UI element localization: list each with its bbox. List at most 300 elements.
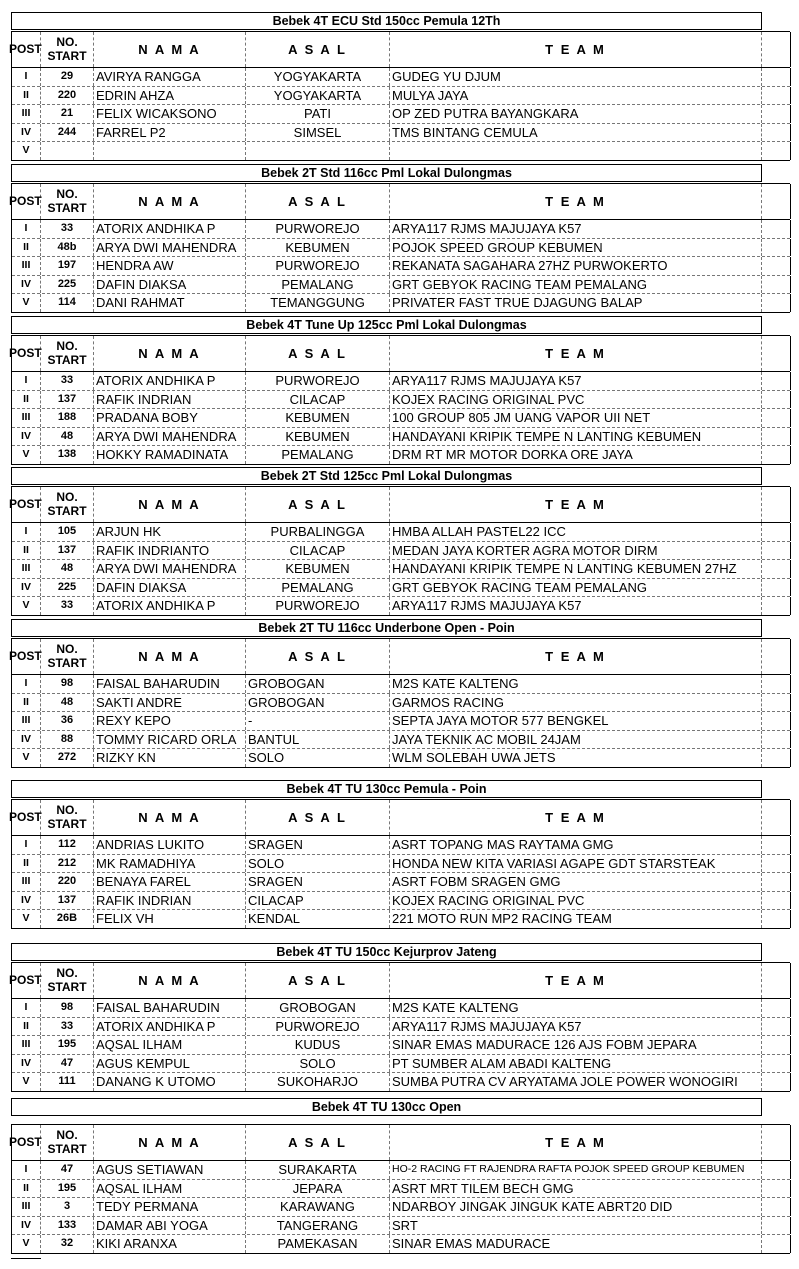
empty-cell xyxy=(762,1235,791,1253)
team-cell: SEPTA JAYA MOTOR 577 BENGKEL xyxy=(390,712,762,730)
results-table xyxy=(11,1124,790,1254)
position-cell: I xyxy=(12,675,41,693)
start-number-cell: 32 xyxy=(41,1235,94,1253)
col-header-asal: A S A L xyxy=(246,32,390,67)
start-number-cell: 220 xyxy=(41,87,94,105)
position-cell: I xyxy=(12,372,41,390)
empty-cell xyxy=(762,910,791,928)
team-cell: HANDAYANI KRIPIK TEMPE N LANTING KEBUMEN 27HZ xyxy=(390,560,762,578)
rider-name-cell: DANANG K UTOMO xyxy=(94,1073,246,1091)
origin-cell: SOLO xyxy=(246,1055,390,1073)
results-table xyxy=(11,486,790,616)
empty-cell xyxy=(762,428,791,446)
position-cell: IV xyxy=(12,1055,41,1073)
col-header-no-start: NO. START xyxy=(41,32,94,67)
start-number-cell: 36 xyxy=(41,712,94,730)
origin-cell: SURAKARTA xyxy=(246,1161,390,1179)
empty-cell xyxy=(762,1198,791,1216)
team-cell xyxy=(390,142,762,160)
position-cell: IV xyxy=(12,428,41,446)
rider-name-cell: DAFIN DIAKSA xyxy=(94,276,246,294)
start-number-cell: 21 xyxy=(41,105,94,123)
table-header-row xyxy=(9,639,790,675)
empty-column xyxy=(762,184,791,219)
empty-cell xyxy=(762,1073,791,1091)
position-cell: V xyxy=(12,446,41,464)
table-row xyxy=(12,294,790,313)
empty-cell xyxy=(762,1217,791,1235)
origin-cell: KEBUMEN xyxy=(246,409,390,427)
empty-cell xyxy=(762,372,791,390)
team-cell: GUDEG YU DJUM xyxy=(390,68,762,86)
position-cell: II xyxy=(12,391,41,409)
col-header-team: T E A M xyxy=(390,336,762,371)
position-cell: V xyxy=(12,910,41,928)
table-row xyxy=(12,892,790,911)
rider-name-cell: ARJUN HK xyxy=(94,523,246,541)
table-row xyxy=(12,675,790,694)
empty-cell xyxy=(762,68,791,86)
empty-column xyxy=(762,639,791,674)
origin-cell: PURWOREJO xyxy=(246,1018,390,1036)
origin-cell: KARAWANG xyxy=(246,1198,390,1216)
empty-column xyxy=(762,800,791,835)
rider-name-cell: TOMMY RICARD ORLA xyxy=(94,731,246,749)
col-header-team: T E A M xyxy=(390,32,762,67)
team-cell: M2S KATE KALTENG xyxy=(390,999,762,1017)
empty-column xyxy=(762,963,791,998)
rider-name-cell: AGUS SETIAWAN xyxy=(94,1161,246,1179)
start-number-cell: 137 xyxy=(41,892,94,910)
table-row xyxy=(12,142,790,161)
table-row xyxy=(12,239,790,258)
start-number-cell: 29 xyxy=(41,68,94,86)
start-number-cell: 48b xyxy=(41,239,94,257)
start-number-cell: 105 xyxy=(41,523,94,541)
empty-cell xyxy=(762,239,791,257)
col-header-pos: POST xyxy=(12,800,41,835)
start-number-cell: 3 xyxy=(41,1198,94,1216)
table-row xyxy=(12,409,790,428)
empty-cell xyxy=(762,999,791,1017)
origin-cell: PURWOREJO xyxy=(246,220,390,238)
origin-cell: CILACAP xyxy=(246,391,390,409)
position-cell: III xyxy=(12,409,41,427)
rider-name-cell: AQSAL ILHAM xyxy=(94,1036,246,1054)
empty-cell xyxy=(762,1018,791,1036)
team-cell: ASRT FOBM SRAGEN GMG xyxy=(390,873,762,891)
race-class-title: Bebek 2T Std 116cc Pml Lokal Dulongmas xyxy=(11,164,762,182)
origin-cell: SOLO xyxy=(246,855,390,873)
position-cell: I xyxy=(12,68,41,86)
empty-cell xyxy=(762,142,791,160)
col-header-pos: POST xyxy=(12,336,41,371)
team-cell: MULYA JAYA xyxy=(390,87,762,105)
team-cell: GRT GEBYOK RACING TEAM PEMALANG xyxy=(390,579,762,597)
col-header-pos: POST xyxy=(12,487,41,522)
empty-cell xyxy=(762,1036,791,1054)
empty-cell xyxy=(762,409,791,427)
table-row xyxy=(12,124,790,143)
table-row xyxy=(12,1198,790,1217)
empty-cell xyxy=(762,257,791,275)
empty-cell xyxy=(762,731,791,749)
start-number-cell: 47 xyxy=(41,1055,94,1073)
position-cell: V xyxy=(12,142,41,160)
col-header-nama: N A M A xyxy=(94,32,246,67)
position-cell: II xyxy=(12,542,41,560)
table-row xyxy=(12,1180,790,1199)
origin-cell: PAMEKASAN xyxy=(246,1235,390,1253)
rider-name-cell: ARYA DWI MAHENDRA xyxy=(94,239,246,257)
table-row xyxy=(12,836,790,855)
empty-cell xyxy=(762,523,791,541)
start-number-cell: 225 xyxy=(41,276,94,294)
empty-cell xyxy=(762,1055,791,1073)
position-cell: IV xyxy=(12,892,41,910)
col-header-asal: A S A L xyxy=(246,800,390,835)
rider-name-cell: FAISAL BAHARUDIN xyxy=(94,999,246,1017)
position-cell: III xyxy=(12,257,41,275)
rider-name-cell: ATORIX ANDHIKA P xyxy=(94,220,246,238)
team-cell: REKANATA SAGAHARA 27HZ PURWOKERTO xyxy=(390,257,762,275)
empty-cell xyxy=(762,712,791,730)
empty-cell xyxy=(762,597,791,615)
table-row xyxy=(12,276,790,295)
position-cell: V xyxy=(12,294,41,312)
rider-name-cell: PRADANA BOBY xyxy=(94,409,246,427)
rider-name-cell: DAMAR ABI YOGA xyxy=(94,1217,246,1235)
table-row xyxy=(12,391,790,410)
team-cell: PT SUMBER ALAM ABADI KALTENG xyxy=(390,1055,762,1073)
origin-cell: - xyxy=(246,712,390,730)
table-row xyxy=(12,579,790,598)
col-header-asal: A S A L xyxy=(246,184,390,219)
team-cell: ARYA117 RJMS MAJUJAYA K57 xyxy=(390,220,762,238)
rider-name-cell: ARYA DWI MAHENDRA xyxy=(94,560,246,578)
col-header-no-start: NO. START xyxy=(41,1125,94,1160)
origin-cell: TANGERANG xyxy=(246,1217,390,1235)
empty-cell xyxy=(762,1161,791,1179)
results-table xyxy=(11,799,790,929)
col-header-no-start: NO. START xyxy=(41,184,94,219)
position-cell: II xyxy=(12,87,41,105)
rider-name-cell: FELIX WICAKSONO xyxy=(94,105,246,123)
team-cell: ARYA117 RJMS MAJUJAYA K57 xyxy=(390,372,762,390)
start-number-cell: 112 xyxy=(41,836,94,854)
team-cell: 221 MOTO RUN MP2 RACING TEAM xyxy=(390,910,762,928)
race-class-title: Bebek 2T Std 125cc Pml Lokal Dulongmas xyxy=(11,467,762,485)
start-number-cell: 47 xyxy=(41,1161,94,1179)
results-table xyxy=(11,638,790,768)
footer-rule xyxy=(11,1258,41,1259)
results-table xyxy=(11,31,790,161)
origin-cell: SOLO xyxy=(246,749,390,767)
rider-name-cell: AVIRYA RANGGA xyxy=(94,68,246,86)
col-header-asal: A S A L xyxy=(246,1125,390,1160)
start-number-cell: 272 xyxy=(41,749,94,767)
col-header-nama: N A M A xyxy=(94,1125,246,1160)
position-cell: V xyxy=(12,1073,41,1091)
position-cell: III xyxy=(12,560,41,578)
table-header-row xyxy=(9,800,790,836)
start-number-cell: 212 xyxy=(41,855,94,873)
table-row xyxy=(12,999,790,1018)
rider-name-cell: ATORIX ANDHIKA P xyxy=(94,597,246,615)
team-cell: 100 GROUP 805 JM UANG VAPOR UII NET xyxy=(390,409,762,427)
empty-column xyxy=(762,32,791,67)
origin-cell: PEMALANG xyxy=(246,276,390,294)
position-cell: I xyxy=(12,523,41,541)
position-cell: III xyxy=(12,873,41,891)
rider-name-cell: HOKKY RAMADINATA xyxy=(94,446,246,464)
col-header-team: T E A M xyxy=(390,184,762,219)
rider-name-cell: RAFIK INDRIANTO xyxy=(94,542,246,560)
rider-name-cell: DANI RAHMAT xyxy=(94,294,246,312)
table-row xyxy=(12,1055,790,1074)
origin-cell: GROBOGAN xyxy=(246,675,390,693)
race-class-title: Bebek 4T Tune Up 125cc Pml Lokal Dulongmas xyxy=(11,316,762,334)
table-header-row xyxy=(9,1125,790,1161)
col-header-nama: N A M A xyxy=(94,639,246,674)
team-cell: ARYA117 RJMS MAJUJAYA K57 xyxy=(390,597,762,615)
position-cell: II xyxy=(12,855,41,873)
team-cell: SUMBA PUTRA CV ARYATAMA JOLE POWER WONOGIRI xyxy=(390,1073,762,1091)
position-cell: II xyxy=(12,1180,41,1198)
start-number-cell: 188 xyxy=(41,409,94,427)
origin-cell: PATI xyxy=(246,105,390,123)
team-cell: JAYA TEKNIK AC MOBIL 24JAM xyxy=(390,731,762,749)
team-cell: OP ZED PUTRA BAYANGKARA xyxy=(390,105,762,123)
table-header-row xyxy=(9,336,790,372)
start-number-cell: 225 xyxy=(41,579,94,597)
table-row xyxy=(12,87,790,106)
position-cell: V xyxy=(12,749,41,767)
origin-cell: TEMANGGUNG xyxy=(246,294,390,312)
origin-cell: PURWOREJO xyxy=(246,597,390,615)
table-row xyxy=(12,855,790,874)
start-number-cell: 33 xyxy=(41,220,94,238)
rider-name-cell: RIZKY KN xyxy=(94,749,246,767)
table-row xyxy=(12,1073,790,1092)
team-cell: PRIVATER FAST TRUE DJAGUNG BALAP xyxy=(390,294,762,312)
team-cell: POJOK SPEED GROUP KEBUMEN xyxy=(390,239,762,257)
table-row xyxy=(12,220,790,239)
team-cell: SRT xyxy=(390,1217,762,1235)
col-header-nama: N A M A xyxy=(94,336,246,371)
origin-cell: YOGYAKARTA xyxy=(246,87,390,105)
empty-cell xyxy=(762,892,791,910)
empty-cell xyxy=(762,105,791,123)
team-cell: HO-2 RACING FT RAJENDRA RAFTA POJOK SPEED GROUP KEBUMEN xyxy=(390,1161,762,1179)
table-row xyxy=(12,1217,790,1236)
col-header-nama: N A M A xyxy=(94,184,246,219)
empty-cell xyxy=(762,560,791,578)
race-class-title: Bebek 4T TU 150cc Kejurprov Jateng xyxy=(11,943,762,961)
race-class-title: Bebek 4T TU 130cc Open xyxy=(11,1098,762,1116)
empty-cell xyxy=(762,836,791,854)
team-cell: MEDAN JAYA KORTER AGRA MOTOR DIRM xyxy=(390,542,762,560)
race-class-title: Bebek 4T ECU Std 150cc Pemula 12Th xyxy=(11,12,762,30)
col-header-team: T E A M xyxy=(390,639,762,674)
team-cell: KOJEX RACING ORIGINAL PVC xyxy=(390,892,762,910)
empty-column xyxy=(762,487,791,522)
col-header-team: T E A M xyxy=(390,487,762,522)
col-header-team: T E A M xyxy=(390,1125,762,1160)
start-number-cell: 137 xyxy=(41,542,94,560)
table-row xyxy=(12,542,790,561)
position-cell: IV xyxy=(12,1217,41,1235)
start-number-cell: 98 xyxy=(41,675,94,693)
team-cell: HANDAYANI KRIPIK TEMPE N LANTING KEBUMEN xyxy=(390,428,762,446)
empty-column xyxy=(762,1125,791,1160)
origin-cell: SRAGEN xyxy=(246,873,390,891)
table-row xyxy=(12,731,790,750)
start-number-cell: 111 xyxy=(41,1073,94,1091)
table-row xyxy=(12,560,790,579)
team-cell: NDARBOY JINGAK JINGUK KATE ABRT20 DID xyxy=(390,1198,762,1216)
start-number-cell: 244 xyxy=(41,124,94,142)
team-cell: GARMOS RACING xyxy=(390,694,762,712)
rider-name-cell: FARREL P2 xyxy=(94,124,246,142)
rider-name-cell: DAFIN DIAKSA xyxy=(94,579,246,597)
origin-cell: CILACAP xyxy=(246,892,390,910)
origin-cell: KEBUMEN xyxy=(246,428,390,446)
empty-cell xyxy=(762,391,791,409)
team-cell: HONDA NEW KITA VARIASI AGAPE GDT STARSTEAK xyxy=(390,855,762,873)
start-number-cell: 133 xyxy=(41,1217,94,1235)
table-row xyxy=(12,523,790,542)
team-cell: ASRT TOPANG MAS RAYTAMA GMG xyxy=(390,836,762,854)
col-header-nama: N A M A xyxy=(94,963,246,998)
origin-cell: PURWOREJO xyxy=(246,372,390,390)
col-header-no-start: NO. START xyxy=(41,336,94,371)
empty-cell xyxy=(762,694,791,712)
col-header-no-start: NO. START xyxy=(41,639,94,674)
team-cell: ASRT MRT TILEM BECH GMG xyxy=(390,1180,762,1198)
origin-cell xyxy=(246,142,390,160)
table-row xyxy=(12,1161,790,1180)
origin-cell: PURBALINGGA xyxy=(246,523,390,541)
empty-cell xyxy=(762,124,791,142)
empty-cell xyxy=(762,220,791,238)
empty-cell xyxy=(762,294,791,312)
start-number-cell: 33 xyxy=(41,1018,94,1036)
col-header-pos: POST xyxy=(12,32,41,67)
start-number-cell: 138 xyxy=(41,446,94,464)
team-cell: SINAR EMAS MADURACE 126 AJS FOBM JEPARA xyxy=(390,1036,762,1054)
empty-cell xyxy=(762,855,791,873)
rider-name-cell: FELIX VH xyxy=(94,910,246,928)
team-cell: TMS BINTANG CEMULA xyxy=(390,124,762,142)
rider-name-cell: SAKTI ANDRE xyxy=(94,694,246,712)
rider-name-cell: EDRIN AHZA xyxy=(94,87,246,105)
table-header-row xyxy=(9,32,790,68)
team-cell: WLM SOLEBAH UWA JETS xyxy=(390,749,762,767)
empty-cell xyxy=(762,1180,791,1198)
col-header-nama: N A M A xyxy=(94,800,246,835)
position-cell: III xyxy=(12,712,41,730)
table-row xyxy=(12,372,790,391)
start-number-cell: 26B xyxy=(41,910,94,928)
team-cell: HMBA ALLAH PASTEL22 ICC xyxy=(390,523,762,541)
start-number-cell: 137 xyxy=(41,391,94,409)
position-cell: V xyxy=(12,597,41,615)
table-row xyxy=(12,105,790,124)
col-header-asal: A S A L xyxy=(246,963,390,998)
rider-name-cell: BENAYA FAREL xyxy=(94,873,246,891)
rider-name-cell xyxy=(94,142,246,160)
rider-name-cell: HENDRA AW xyxy=(94,257,246,275)
origin-cell: CILACAP xyxy=(246,542,390,560)
table-row xyxy=(12,597,790,616)
results-table xyxy=(11,962,790,1092)
empty-cell xyxy=(762,87,791,105)
origin-cell: GROBOGAN xyxy=(246,999,390,1017)
table-row xyxy=(12,910,790,929)
race-class-title: Bebek 4T TU 130cc Pemula - Poin xyxy=(11,780,762,798)
rider-name-cell: FAISAL BAHARUDIN xyxy=(94,675,246,693)
empty-cell xyxy=(762,873,791,891)
position-cell: I xyxy=(12,220,41,238)
results-table xyxy=(11,335,790,465)
table-row xyxy=(12,749,790,768)
col-header-asal: A S A L xyxy=(246,487,390,522)
team-cell: SINAR EMAS MADURACE xyxy=(390,1235,762,1253)
race-class-title: Bebek 2T TU 116cc Underbone Open - Poin xyxy=(11,619,762,637)
origin-cell: GROBOGAN xyxy=(246,694,390,712)
position-cell: I xyxy=(12,999,41,1017)
table-row xyxy=(12,446,790,465)
rider-name-cell: TEDY PERMANA xyxy=(94,1198,246,1216)
empty-column xyxy=(762,336,791,371)
table-row xyxy=(12,257,790,276)
start-number-cell: 98 xyxy=(41,999,94,1017)
team-cell: M2S KATE KALTENG xyxy=(390,675,762,693)
team-cell: GRT GEBYOK RACING TEAM PEMALANG xyxy=(390,276,762,294)
start-number-cell: 33 xyxy=(41,372,94,390)
results-table xyxy=(11,183,790,313)
col-header-asal: A S A L xyxy=(246,639,390,674)
position-cell: II xyxy=(12,239,41,257)
start-number-cell: 195 xyxy=(41,1180,94,1198)
start-number-cell: 48 xyxy=(41,694,94,712)
position-cell: II xyxy=(12,1018,41,1036)
origin-cell: KUDUS xyxy=(246,1036,390,1054)
start-number-cell: 33 xyxy=(41,597,94,615)
col-header-no-start: NO. START xyxy=(41,800,94,835)
empty-cell xyxy=(762,749,791,767)
col-header-pos: POST xyxy=(12,963,41,998)
position-cell: IV xyxy=(12,124,41,142)
position-cell: IV xyxy=(12,276,41,294)
empty-cell xyxy=(762,276,791,294)
team-cell: DRM RT MR MOTOR DORKA ORE JAYA xyxy=(390,446,762,464)
col-header-no-start: NO. START xyxy=(41,487,94,522)
position-cell: V xyxy=(12,1235,41,1253)
table-row xyxy=(12,694,790,713)
rider-name-cell: RAFIK INDRIAN xyxy=(94,892,246,910)
start-number-cell: 114 xyxy=(41,294,94,312)
rider-name-cell: REXY KEPO xyxy=(94,712,246,730)
col-header-team: T E A M xyxy=(390,800,762,835)
table-row xyxy=(12,1235,790,1254)
table-row xyxy=(12,1036,790,1055)
start-number-cell: 220 xyxy=(41,873,94,891)
position-cell: IV xyxy=(12,731,41,749)
origin-cell: SUKOHARJO xyxy=(246,1073,390,1091)
rider-name-cell: RAFIK INDRIAN xyxy=(94,391,246,409)
